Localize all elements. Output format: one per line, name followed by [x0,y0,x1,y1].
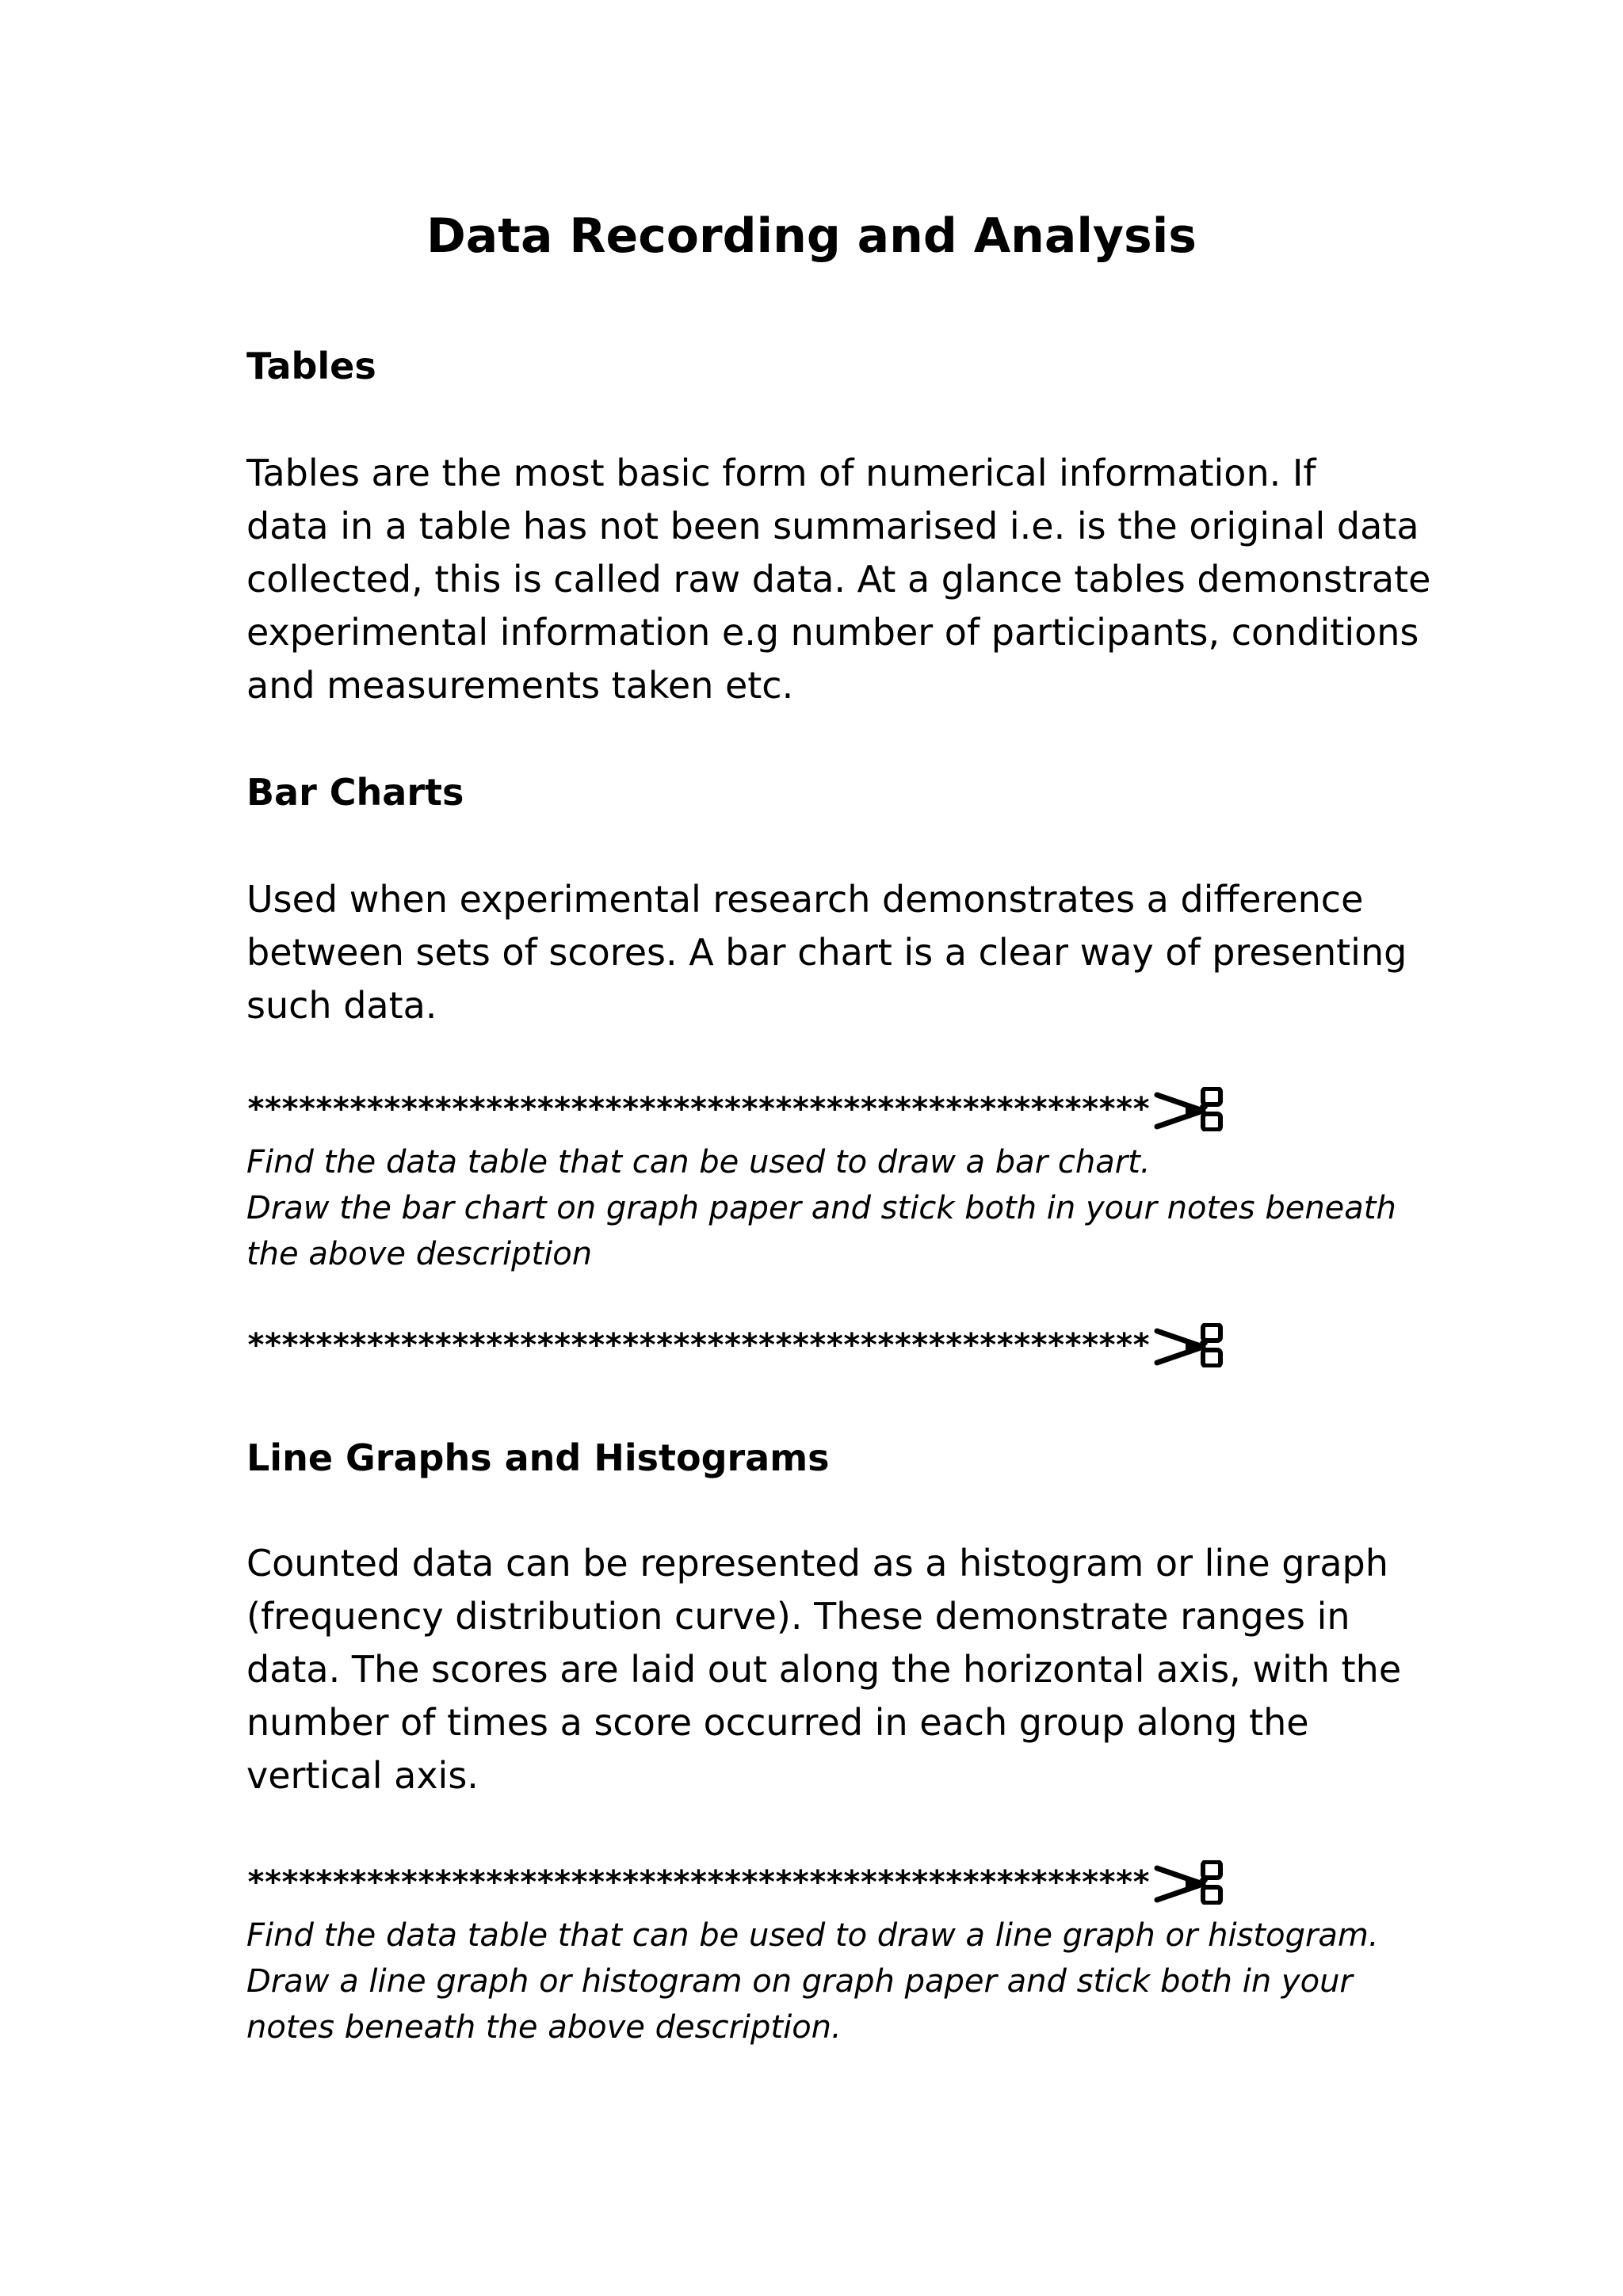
instruction-line: Draw the bar chart on graph paper and stick both in your notes beneath [246,1190,1396,1226]
page-title: Data Recording and Analysis [426,208,1197,264]
paragraph-line: number of times a score occurred in each group along the [246,1701,1309,1744]
section-paragraph-line-graphs [246,1537,1402,1802]
instruction-line: the above description [246,1236,593,1272]
paragraph-line: Used when experimental research demonstrates a difference [246,878,1364,921]
cut-line [246,1320,1225,1371]
paragraph-line: vertical axis. [246,1754,479,1797]
paragraph-line: collected, this is called raw data. At a glance tables demonstrate [246,558,1431,601]
paragraph-line: Counted data can be represented as a histogram or line graph [246,1542,1388,1585]
cut-line-stars: ***************************************************** [246,1091,1149,1127]
cut-line [246,1084,1225,1135]
instruction-note [246,1139,1396,1277]
paragraph-line: between sets of scores. A bar chart is a clear way of presenting [246,931,1407,974]
scissors-icon [1154,1860,1225,1905]
section-paragraph-tables [246,447,1431,712]
paragraph-line: data in a table has not been summarised i.e. is the original data [246,505,1419,547]
paragraph-line: (frequency distribution curve). These demonstrate ranges in [246,1595,1350,1638]
paragraph-line: data. The scores are laid out along the horizontal axis, with the [246,1648,1402,1691]
instruction-line: notes beneath the above description. [246,2009,842,2046]
section-heading-line-graphs: Line Graphs and Histograms [246,1436,830,1479]
cut-line-stars: ***************************************************** [246,1327,1149,1363]
cut-line-stars: ***************************************************** [246,1864,1149,1901]
paragraph-line: Tables are the most basic form of numerical information. If [246,452,1316,494]
paragraph-line: experimental information e.g number of participants, conditions [246,611,1419,654]
paragraph-line: such data. [246,984,437,1027]
section-heading-bar-charts: Bar Charts [246,771,464,814]
instruction-line: Find the data table that can be used to draw a line graph or histogram. [246,1917,1379,1954]
cut-line [246,1857,1225,1908]
instruction-note [246,1913,1396,2050]
paragraph-line: and measurements taken etc. [246,664,794,707]
section-heading-tables: Tables [246,345,376,387]
scissors-icon [1154,1323,1225,1367]
section-paragraph-bar-charts [246,873,1407,1032]
instruction-line: Find the data table that can be used to draw a bar chart. [246,1144,1151,1180]
instruction-line: Draw a line graph or histogram on graph paper and stick both in your [246,1963,1353,2000]
scissors-icon [1154,1087,1225,1131]
